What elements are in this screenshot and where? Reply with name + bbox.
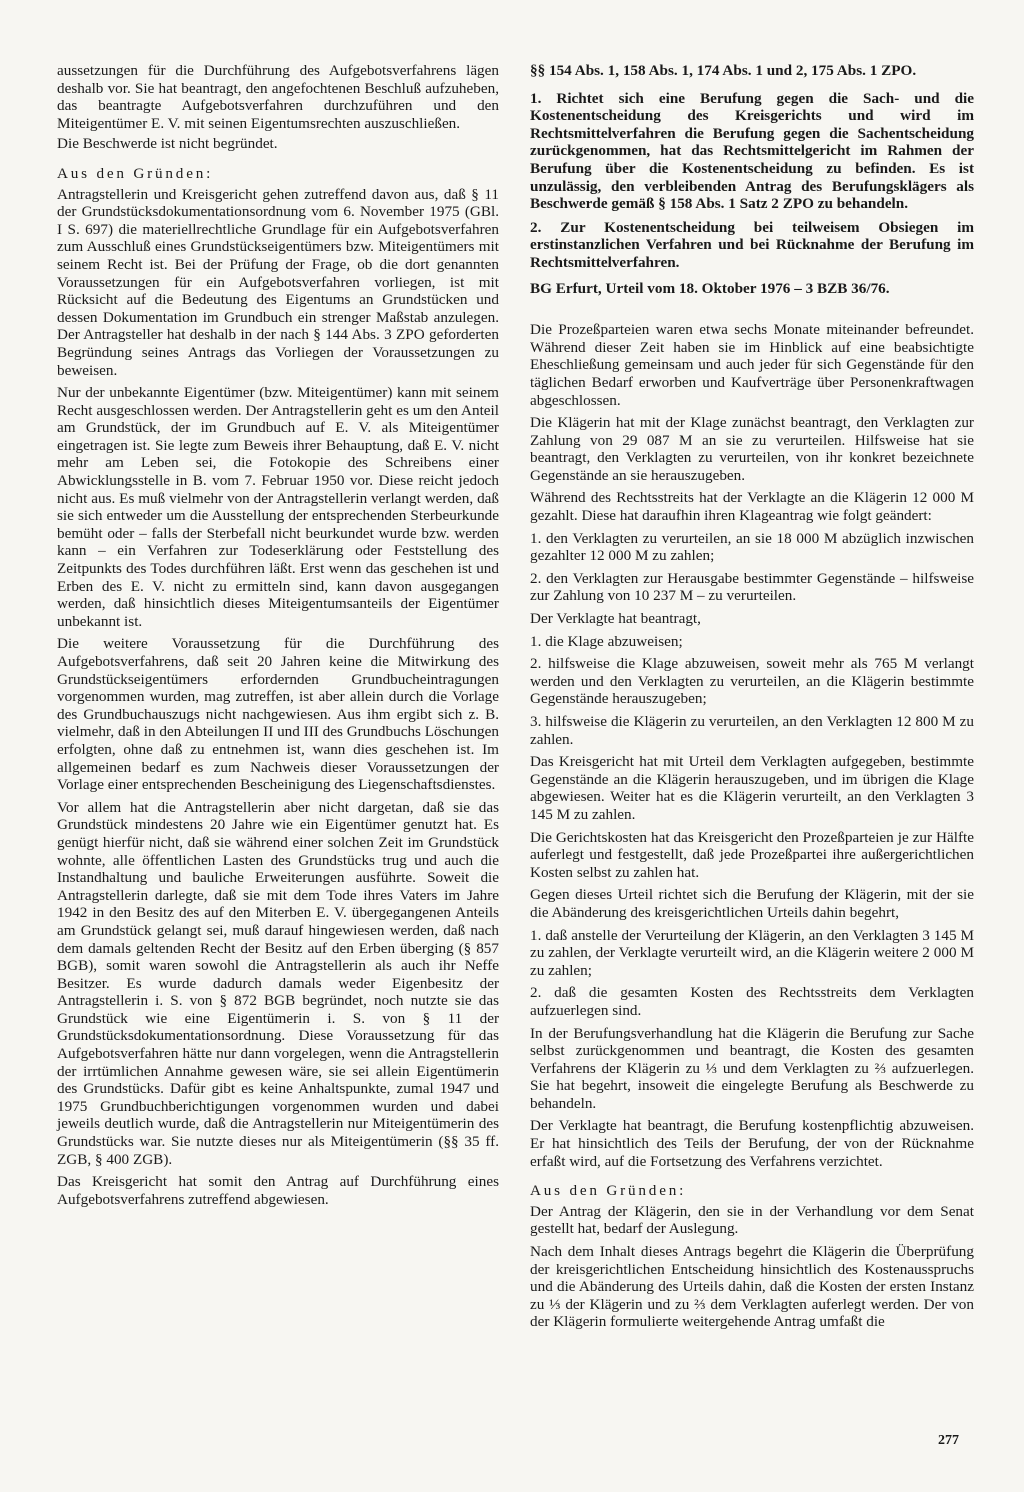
paragraph: Antragstellerin und Kreisgericht gehen zutreffend davon aus, daß § 11 der Grundstücksdokumentationsordnung vom 6. November 1975 (GBl. I S. 697) die materiellrechtliche Grundlage für ein Aufgebotsverfahren zum Ausschluß eines Grundstückseigentümers bzw. Miteigentümers mit seinem Recht ist. Bei der Prüfung der Frage, ob die dort genannten Voraussetzungen für ein Aufgebotsverfahren vorliegen, ist mit Rücksicht auf die Bedeutung des Eigentums an Grundstücken und dessen Dokumentation im Grundbuch ein strenger Maßstab anzulegen. Der Antragsteller hat deshalb in der nach § 144 Abs. 3 ZPO geforderten Begründung seines Antrags das Vorliegen der Voraussetzungen zu beweisen. [57,185,499,379]
paragraph: Die Prozeßparteien waren etwa sechs Monate miteinander befreundet. Während dieser Zeit haben sie im Hinblick auf eine beabsichtigte Eheschließung gemeinsam und auch jeder für sich Gegenstände für den täglichen Bedarf erworben und Kaufverträge über Personenkraftwagen abgeschlossen. [530,321,974,409]
paragraph: Das Kreisgericht hat mit Urteil dem Verklagten aufgegeben, bestimmte Gegenstände an die Klägerin herauszugeben, und im übrigen die Klage abgewiesen. Weiter hat es die Klägerin verurteilt, an den Verklagten 3 145 M zu zahlen. [530,753,974,823]
list-item: 2. daß die gesamten Kosten des Rechtsstreits dem Verklagten aufzuerlegen sind. [530,984,974,1019]
list-item: 2. hilfsweise die Klage abzuweisen, soweit mehr als 765 M verlangt werden und den Verklagten zu verurteilen, an die Klägerin bestimmte Gegenstände herauszugeben; [530,655,974,708]
section-heading: Aus den Gründen: [530,1182,687,1200]
paragraph: aussetzungen für die Durchführung des Aufgebotsverfahrens lägen deshalb vor. Sie hat beantragt, den angefochtenen Beschluß aufzuheben, das beantragte Aufgebotsverfahren durchzuführen und den Miteigentümer E. V. mit seinen Eigentumsrechten auszuschließen. [57,62,499,132]
paragraph: Gegen dieses Urteil richtet sich die Berufung der Klägerin, mit der sie die Abänderung des kreisgerichtlichen Urteils dahin begehrt, [530,886,974,921]
list-item: 1. die Klage abzuweisen; [530,632,683,650]
list-item: 1. den Verklagten zu verurteilen, an sie 18 000 M abzüglich inzwischen gezahlter 12 000 M zu zahlen; [530,529,974,565]
section-heading: Aus den Gründen: [57,164,214,182]
paragraph: Die Klägerin hat mit der Klage zunächst beantragt, den Verklagten zur Zahlung von 29 087 M an sie zu verurteilen. Hilfsweise hat sie beantragt, den Verklagten zu verurteilen, von ihr konkret bezeichnete Gegenstände an sie herauszugeben. [530,414,974,484]
verdict-citation: BG Erfurt, Urteil vom 18. Oktober 1976 – 3 BZB 36/76. [530,279,890,297]
paragraph: In der Berufungsverhandlung hat die Klägerin die Berufung zur Sache selbst zurückgenommen und beantragt, die Kosten des gesamten Verfahrens der Klägerin zu ⅓ und dem Verklagten zu ⅔ aufzuerlegen. Sie hat begehrt, insoweit die eingelegte Berufung als Beschwerde zu behandeln. [530,1024,974,1112]
paragraph: Der Verklagte hat beantragt, [530,610,701,628]
list-item: 1. daß anstelle der Verurteilung der Klägerin, an den Verklagten 3 145 M zu zahlen, der Verklagte verurteilt wird, an die Klägerin weitere 2 000 M zu zahlen; [530,926,974,979]
paragraph: Der Verklagte hat beantragt, die Berufung kostenpflichtig abzuweisen. Er hat hinsichtlich des Teils der Berufung, der von der Rücknahme erfaßt wird, auf die Fortsetzung des Verfahrens verzichtet. [530,1117,974,1170]
paragraph: Nur der unbekannte Eigentümer (bzw. Miteigentümer) kann mit seinem Recht ausgeschlossen werden. Der Antragstellerin geht es um den Anteil am Grundstück, der im Grundbuch auf E. V. als Miteigentümer eingetragen ist. Sie legte zum Beweis ihrer Behauptung, daß E. V. nicht mehr am Leben sei, die Fotokopie des Schreibens einer Abwicklungsstelle in B. vom 7. Februar 1950 vor. Diese reicht jedoch nicht aus. Es muß vielmehr von der Antragstellerin verlangt werden, daß sie sich entweder um die Ausstellung der entsprechenden Sterbeurkunde bemüht oder – falls der Sterbefall nicht beurkundet wurde bzw. werden kann – ein Verfahren zur Todeserklärung oder Feststellung des Zeitpunkts des Todes durchführen läßt. Erst wenn das geschehen ist und Erben des E. V. nicht zu ermitteln sind, kann davon ausgegangen werden, daß hinsichtlich dieses Miteigentumsanteils der Eigentümer unbekannt ist. [57,384,499,630]
paragraph: Das Kreisgericht hat somit den Antrag auf Durchführung eines Aufgebotsverfahrens zutreffend abgewiesen. [57,1173,499,1208]
right-column [530,62,974,1336]
list-item: 2. den Verklagten zur Herausgabe bestimmter Gegenstände – hilfsweise zur Zahlung von 10 237 M – zu verurteilen. [530,569,974,605]
paragraph: Die Beschwerde ist nicht begründet. [57,135,278,153]
paragraph: Die weitere Voraussetzung für die Durchführung des Aufgebotsverfahrens, daß seit 20 Jahren keine die Mitwirkung des Grundstückseigentümers erfordernden Grundbucheintragungen vorgenommen wurden, mag zutreffen, ist aber allein durch die Vorlage des Grundbuchauszugs nicht nachgewiesen. Aus ihm ergibt sich z. B. vielmehr, daß in den Abteilungen II und III des Grundbuchs Löschungen erfolgten, ohne daß zu entnehmen ist, wann dies geschehen ist. Im allgemeinen bedarf es zum Nachweis dieser Voraussetzungen der Vorlage einer entsprechenden Bescheinigung des Liegenschaftsdienstes. [57,635,499,794]
paragraph: Vor allem hat die Antragstellerin aber nicht dargetan, daß sie das Grundstück mindestens 20 Jahre wie ein Eigentümer genutzt hat. Es genügt hierfür nicht, daß sie während einer solchen Zeit im Grundstück wohnte, alle öffentlichen Lasten des Grundstücks trug und auch die Instandhaltung und bauliche Erweiterungen ausführte. Soweit die Antragstellerin darlegte, daß sie mit dem Tode ihres Vaters im Jahre 1942 in den Besitz des auf den Miterben E. V. übergegangenen Anteils am Grundstück gelangt sei, muß darauf hingewiesen werden, daß nach dem damals geltenden Recht der Besitz auf den Erben überging (§ 857 BGB), somit waren sowohl die Antragstellerin als auch ihr Neffe Besitzer. Es wurde dadurch damals weder Eigenbesitz der Antragstellerin i. S. von § 872 BGB begründet, noch nutzte sie das Grundstück wie eine Eigentümerin i. S. von § 11 der Grundstücksdokumentationsordnung. Diese Voraussetzung für das Aufgebotsverfahren hätte nur dann vorgelegen, wenn die Antragstellerin der irrtümlichen Annahme gewesen wäre, sie sei allein Eigentümerin des Grundstücks. Dafür gibt es keine Anhaltspunkte, zumal 1947 und 1975 Grundbuchberichtigungen vorgenommen wurden und dabei jeweils deutlich wurde, daß die Antragstellerin nur Miteigentümerin des Grundstücks war. Sie nutzte dieses nur als Miteigentümerin (§§ 35 ff. ZGB, § 400 ZGB). [57,798,499,1168]
page-number: 277 [938,1433,959,1448]
paragraph: Nach dem Inhalt dieses Antrags begehrt die Klägerin die Überprüfung der kreisgerichtlichen Entscheidung hinsichtlich des Kostenausspruchs und die Abänderung des Urteils dahin, daß die Kosten der ersten Instanz zu ⅓ der Klägerin und zu ⅔ dem Verklagten auferlegt werden. Der von der Klägerin formulierte weitergehende Antrag umfaßt die [530,1243,974,1331]
left-column [57,62,499,1213]
list-item: 3. hilfsweise die Klägerin zu verurteilen, an den Verklagten 12 800 M zu zahlen. [530,713,974,748]
paragraph: Der Antrag der Klägerin, den sie in der Verhandlung vor dem Senat gestellt hat, bedarf der Auslegung. [530,1202,974,1238]
legal-norms: §§ 154 Abs. 1, 158 Abs. 1, 174 Abs. 1 und 2, 175 Abs. 1 ZPO. [530,62,917,79]
paragraph: Während des Rechtsstreits hat der Verklagte an die Klägerin 12 000 M gezahlt. Diese hat daraufhin ihren Klageantrag wie folgt geändert: [530,489,974,525]
headnote-1: 1. Richtet sich eine Berufung gegen die Sach- und die Kostenentscheidung des Kreisgerichts und wird im Rechtsmittelverfahren die Berufung gegen die Sachentscheidung zurückgenommen, hat das Rechtsmittelgericht im Rahmen der Berufung über die Kostenentscheidung zu befinden. Es ist unzulässig, den verbleibenden Antrag des Berufungsklägers als Beschwerde gemäß § 158 Abs. 1 Satz 2 ZPO zu behandeln. [530,89,974,213]
paragraph: Die Gerichtskosten hat das Kreisgericht den Prozeßparteien je zur Hälfte auferlegt und festgestellt, daß jede Prozeßpartei ihre außergerichtlichen Kosten selbst zu zahlen hat. [530,828,974,881]
headnote-2: 2. Zur Kostenentscheidung bei teilweisem Obsiegen im erstinstanzlichen Verfahren und bei Rücknahme der Berufung im Rechtsmittelverfahren. [530,218,974,271]
